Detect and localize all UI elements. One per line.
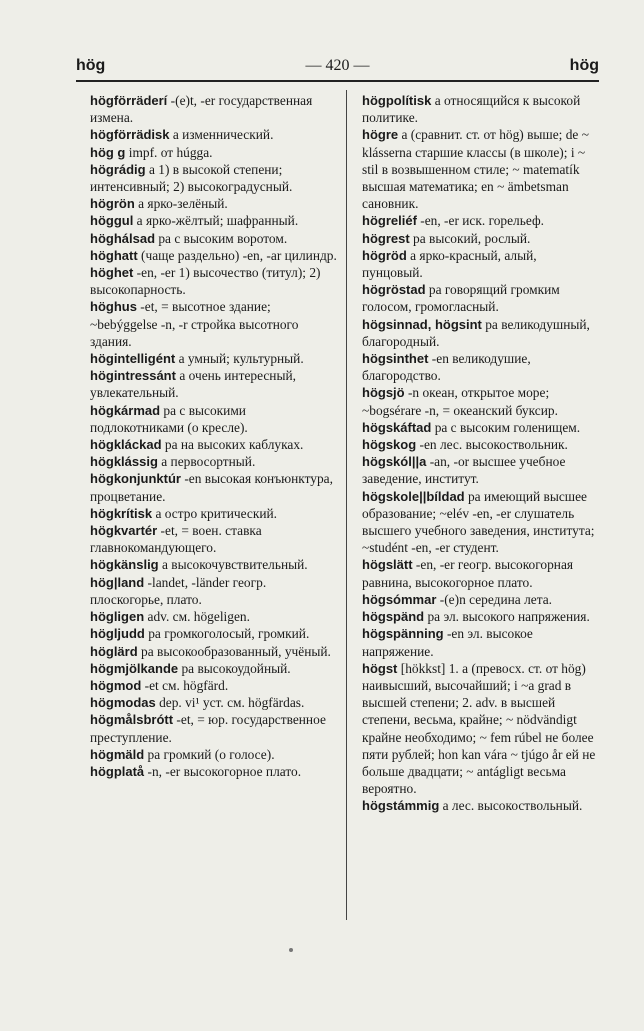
dictionary-entry [362,126,600,212]
entry-headword: högintelligént [90,351,176,367]
entry-definition: pa громкий (о голосе). [144,746,275,762]
entry-headword: högligen [90,609,145,625]
entry-headword: högsjö [362,385,405,401]
entry-definition: -et см. högfärd. [141,677,229,693]
entry-headword: högmäld [90,746,145,762]
dictionary-entry [90,522,340,556]
entry-definition: pa громкоголосый, громкий. [144,626,310,642]
dictionary-entry [90,230,340,247]
entry-headword: högkláckad [90,437,162,453]
entry-headword: högstámmig [362,798,440,814]
entry-headword: höghatt [90,247,138,263]
entry-headword: högreliéf [362,213,417,229]
dictionary-entry [90,625,340,642]
dictionary-entry [362,230,600,247]
entry-headword: högförräderí [90,93,168,108]
dictionary-entry [362,625,600,659]
entry-headword: högkármad [90,402,161,418]
entry-definition: -en великодушие, благородство. [362,351,531,384]
entry-headword: högplatå [90,763,145,779]
entry-headword: högpolítisk [362,93,432,108]
dictionary-entry [90,212,340,229]
page-header [76,57,599,77]
entry-headword: högskog [362,437,417,453]
dictionary-entry [362,419,600,436]
entry-definition: pa высокообразованный, учёный. [137,643,331,659]
entry-definition: pa великодушный, благородный. [362,316,590,349]
entry-definition: pa с высоким воротом. [155,230,288,246]
dictionary-entry [90,470,340,504]
dictionary-entry [362,212,600,229]
entry-definition: -en высокая конъюнктура, процветание. [90,471,333,504]
entry-definition: adv. см. högeligen. [144,609,250,625]
entry-headword: högmålsbrótt [90,712,174,728]
entry-definition: -en, -er 1) высочество (титул); 2) высокопарность. [90,265,321,298]
dictionary-entry [90,505,340,522]
entry-headword: höghus [90,299,137,315]
entry-headword: högröd [362,247,407,263]
dictionary-entry [90,350,340,367]
dictionary-entry [362,608,600,625]
entry-definition: a высокочувствительный. [158,557,308,573]
entry-headword: högintressánt [90,368,176,384]
entry-definition: a относящийся к высокой политике. [362,93,581,126]
entry-headword: höghálsad [90,230,156,246]
entry-headword: högspänning [362,626,444,642]
dictionary-entry [90,453,340,470]
entry-definition: -et, = высотное здание; ~bebýggelse -n, -r стройка высотного здания. [90,299,299,349]
left-running-headword: hög [76,57,106,74]
dictionary-entry [362,660,600,798]
dictionary-entry [90,711,340,745]
entry-headword: högförrädisk [90,127,170,143]
dictionary-entry [362,453,600,487]
entry-definition: a остро критический. [152,505,278,521]
entry-definition: (чаще раздельно) -en, -ar цилиндр. [137,247,337,263]
entry-definition: pa с высокими подлокотниками (о кресле). [90,402,248,435]
entry-definition: -(e)t, -er государственная измена. [90,93,313,126]
page-mark [289,948,293,952]
dictionary-entry [90,161,340,195]
entry-headword: högspänd [362,609,425,625]
entry-definition: -(e)n середина лета. [436,591,552,607]
entry-definition: [hökkst] 1. a (превосх. ст. от hög) наивысший, высочайший; i ~a grad в высшей степени; 2. adv. в высшей степени, весьма, крайне; ~ nödvändigt крайне необходимо; ~ fem rúbel не более пяти рублей; hon kan vára ~ tjúgo år ей не больше двадцати; ~ antágligt весьма вероятно. [362,660,596,797]
entry-headword: höggul [90,213,134,229]
entry-headword: högröstad [362,282,426,298]
entry-headword: högslätt [362,557,413,573]
entry-headword: högljudd [90,626,145,642]
entry-headword: högsinnad, högsint [362,316,482,332]
dictionary-entry [90,746,340,763]
entry-definition: pa с высоким голенищем. [431,419,581,435]
entry-headword: högre [362,127,399,143]
entry-headword: högmod [90,677,142,693]
entry-definition: -en, -er геогр. высокогорная равнина, высокогорное плато. [362,557,574,590]
right-column [362,92,600,815]
dictionary-entry [90,608,340,625]
entry-definition: a ярко-красный, алый, пунцовый. [362,247,537,281]
entry-definition: pa высокоудойный. [178,660,291,676]
entry-headword: höghet [90,265,134,281]
entry-headword: höglärd [90,643,138,659]
dictionary-entry [90,402,340,436]
entry-definition: -en, -er иск. горельеф. [416,213,544,229]
dictionary-entry [90,677,340,694]
entry-headword: hög|land [90,574,145,590]
entry-headword: högkonjunktúr [90,471,181,487]
header-rule [76,80,599,82]
entry-definition: a умный; культурный. [175,351,304,367]
dictionary-entry [362,556,600,590]
dictionary-entry [90,643,340,660]
entry-definition: -et, = юр. государственное преступление. [90,712,326,745]
column-divider [346,90,347,920]
entry-definition: a лес. высокоствольный. [439,798,583,814]
entry-headword: hög g [90,144,126,160]
entry-headword: högmodas [90,695,156,711]
dictionary-entry [362,281,600,315]
dictionary-entry [362,92,600,126]
dictionary-entry [90,92,340,126]
entry-headword: högrádig [90,161,146,177]
right-running-headword: hög [569,57,599,74]
entry-definition: pa эл. высокого напряжения. [424,609,590,625]
entry-headword: högsinthet [362,351,429,367]
dictionary-entry [90,126,340,143]
dictionary-entry [90,264,340,298]
entry-definition: pa на высоких каблуках. [161,437,304,453]
entry-definition: -landet, -länder геогр. плоскогорье, плато. [90,574,267,607]
entry-definition: pa говорящий громким голосом, громогласный. [362,282,560,315]
dictionary-entry [90,556,340,573]
entry-definition: -n, -er высокогорное плато. [144,763,302,779]
entry-definition: pa высокий, рослый. [409,230,531,246]
entry-headword: högmjölkande [90,660,179,676]
dictionary-entry [90,298,340,350]
dictionary-entry [90,367,340,401]
entry-definition: dep. vi¹ уст. см. högfärdas. [155,695,305,711]
dictionary-entry [362,350,600,384]
dictionary-entry [362,247,600,281]
entry-headword: högrön [90,196,135,212]
entry-headword: högrest [362,230,410,246]
dictionary-entry [90,763,340,780]
entry-headword: högskáftad [362,419,432,435]
dictionary-entry [362,488,600,557]
dictionary-entry [90,574,340,608]
entry-definition: -an, -or высшее учебное заведение, институт. [362,454,566,487]
entry-headword: högklássig [90,454,158,470]
entry-headword: högsómmar [362,591,437,607]
entry-headword: högkrítisk [90,505,153,521]
entry-definition: a очень интересный, увлекательный. [90,368,296,401]
dictionary-entry [90,195,340,212]
entry-definition: a (сравнит. ст. от hög) выше; de ~ klásserna старшие классы (в школе); i ~ stil в возвышенном стиле; ~ matematík высшая математика; en ~ ämbetsman сановник. [362,127,589,212]
dictionary-entry [90,694,340,711]
entry-definition: a ярко-зелёный. [134,196,228,212]
entry-definition: a изменнический. [169,127,274,143]
dictionary-entry [90,436,340,453]
entry-definition: a 1) в высокой степени; интенсивный; 2) высокоградусный. [90,161,293,195]
entry-headword: högskole||bíldad [362,488,465,504]
dictionary-entry [90,247,340,264]
left-column [90,92,340,780]
entry-definition: -en эл. высокое напряжение. [362,626,533,659]
entry-definition: pa имеющий высшее образование; ~elév -en, -er слушатель высшего учебного заведения, института; ~studént -en, -er студент. [362,488,595,556]
dictionary-entry [362,384,600,418]
dictionary-entry [362,316,600,350]
entry-definition: impf. от húgga. [125,144,213,160]
page-number: — 420 — [305,57,370,74]
entry-definition: a первосортный. [157,454,256,470]
dictionary-entry [362,591,600,608]
dictionary-entry [90,144,340,161]
dictionary-entry [362,436,600,453]
entry-headword: högkvartér [90,523,158,539]
entry-definition: a ярко-жёлтый; шафранный. [133,213,299,229]
dictionary-entry [362,797,600,814]
entry-definition: -et, = воен. ставка главнокомандующего. [90,523,262,556]
entry-definition: -en лес. высокоствольник. [416,437,568,453]
entry-definition: -n океан, открытое море; ~bogsérare -n, = океанский буксир. [362,385,558,418]
entry-headword: högkänslig [90,557,159,573]
entry-headword: högskól||a [362,454,427,470]
dictionary-entry [90,660,340,677]
entry-headword: högst [362,660,398,676]
